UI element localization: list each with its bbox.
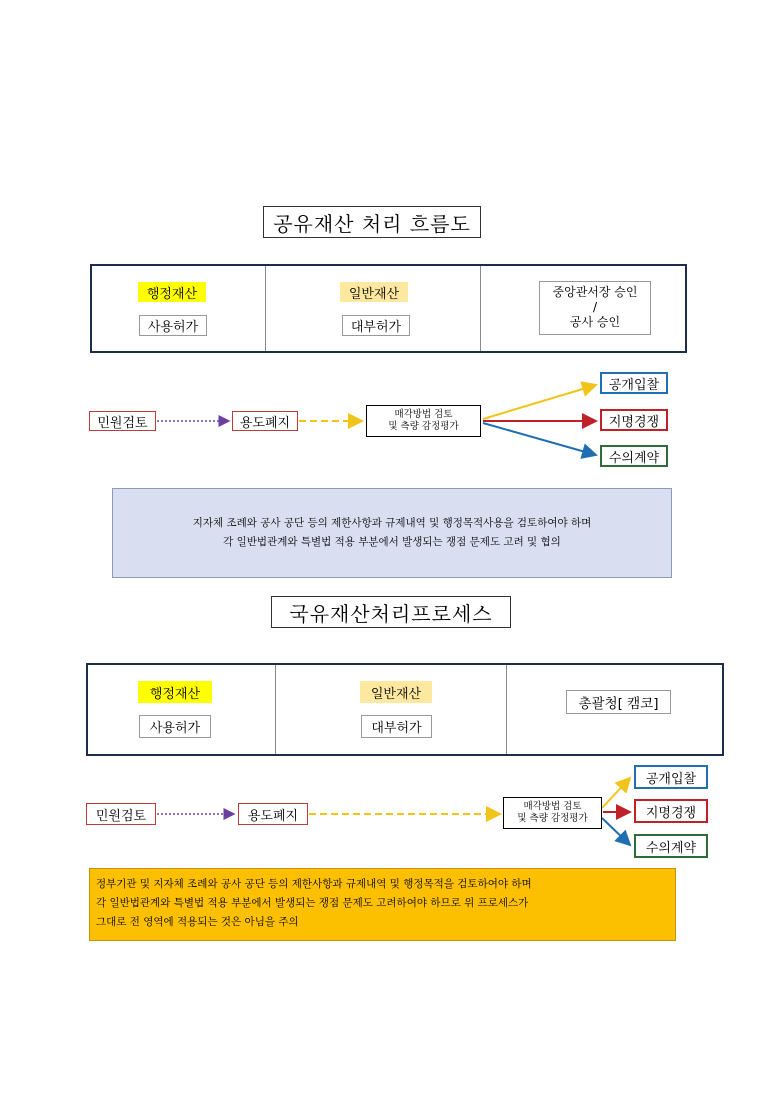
section2-sale-method-line1: 매각방법 검토	[523, 801, 582, 812]
section2-kamco-box: 총괄청[ 캠코]	[566, 690, 671, 714]
arrow-to-private	[483, 423, 596, 455]
section1-open-bid-box: 공개입찰	[600, 372, 668, 394]
section2-complaint-review-box: 민원검토	[86, 803, 156, 825]
section1-approval-line1: 중앙관서장 승인	[552, 285, 638, 299]
arrow-to-private-2	[602, 818, 630, 845]
section1-approval-box	[539, 281, 651, 335]
section1-sale-method-box	[366, 405, 481, 437]
section2-private-contract-box: 수의계약	[634, 834, 708, 858]
section2-note-line3: 그대로 전 영역에 적용되는 것은 아님을 주의	[96, 916, 299, 928]
section1-designated-bid-box: 지명경쟁	[600, 409, 668, 431]
section1-general-property-label: 일반재산	[340, 282, 408, 302]
section1-approval-line3: 공사 승인	[569, 315, 621, 329]
section1-private-contract-box: 수의계약	[600, 445, 668, 467]
section1-note-line1: 지자체 조례와 공사 공단 등의 제한사항과 규제내역 및 행정목적사용을 검토하여야 하며	[192, 517, 592, 529]
section1-sale-method-line2: 및 측량 감정평가	[388, 421, 459, 432]
section2-sale-method-box	[503, 797, 602, 829]
section1-use-permit-label: 사용허가	[139, 315, 207, 336]
section1-title: 공유재산 처리 흐름도	[263, 206, 481, 238]
arrow-to-open-bid	[483, 385, 596, 419]
section1-lease-permit-label: 대부허가	[342, 315, 410, 336]
section2-note	[89, 868, 676, 941]
section1-approval-line2: /	[592, 300, 598, 314]
section2-title: 국유재산처리프로세스	[271, 596, 511, 628]
section1-complaint-review-box: 민원검토	[89, 411, 156, 431]
section2-note-line1: 정부기관 및 지자체 조례와 공사 공단 등의 제한사항과 규제내역 및 행정목적을 검토하여야 하며	[96, 878, 532, 890]
section2-use-abolition-box: 용도폐지	[238, 803, 308, 825]
section1-note-line2: 각 일반법관계와 특별법 적용 부분에서 발생되는 쟁점 문제도 고려 및 협의	[223, 536, 561, 548]
section2-designated-bid-box: 지명경쟁	[634, 799, 708, 823]
section2-note-line2: 각 일반법관계와 특별법 적용 부분에서 발생되는 쟁점 문제도 고려하여야 하므로 위 프로세스가	[96, 897, 529, 909]
section2-general-property-label: 일반재산	[360, 681, 432, 703]
section1-use-abolition-box: 용도폐지	[232, 411, 298, 431]
section1-note	[112, 488, 672, 578]
section2-open-bid-box: 공개입찰	[634, 765, 708, 789]
arrow-to-open-bid-2	[602, 778, 630, 808]
section1-admin-property-label: 행정재산	[138, 282, 206, 302]
section2-use-permit-label: 사용허가	[139, 715, 211, 738]
section2-admin-property-label: 행정재산	[138, 681, 212, 703]
section2-lease-permit-label: 대부허가	[361, 715, 432, 738]
section2-sale-method-line2: 및 측량 감정평가	[517, 813, 588, 824]
section1-sale-method-line1: 매각방법 검토	[394, 409, 453, 420]
